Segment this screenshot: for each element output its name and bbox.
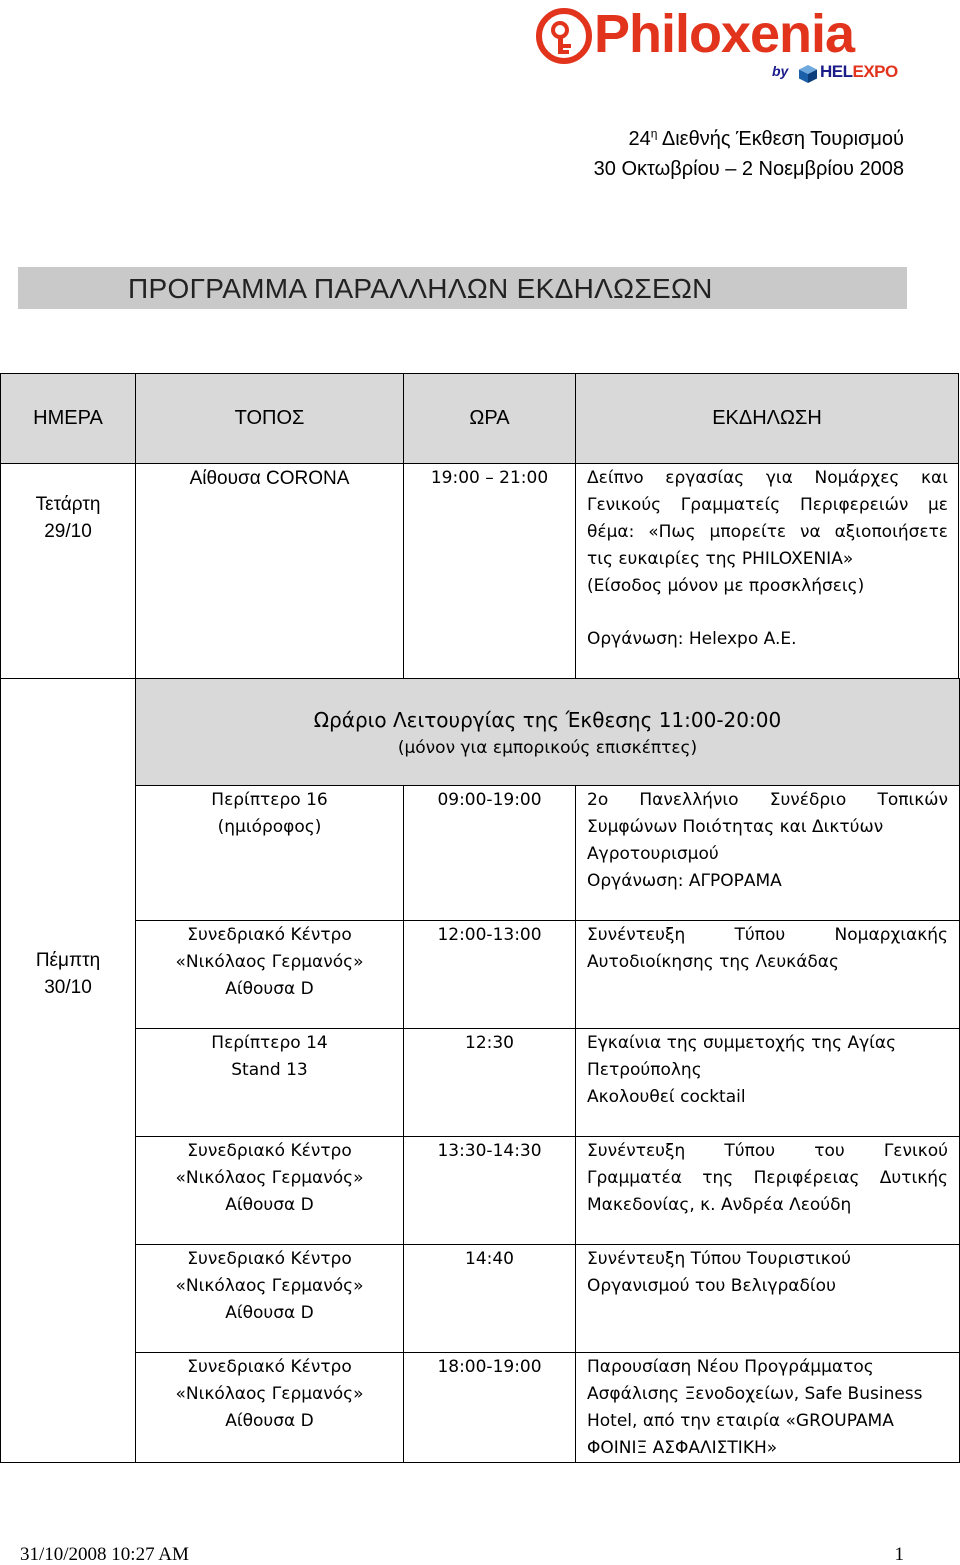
event-line: 2ο Πανελλήνιο Συνέδριο Τοπικών xyxy=(587,790,948,810)
print-timestamp: 31/10/2008 10:27 AM xyxy=(20,1544,189,1565)
event-line: Γενικούς Γραμματείς Περιφερειών με xyxy=(587,495,948,515)
page-number: 1 xyxy=(894,1544,904,1565)
time-text: 14:40 xyxy=(465,1249,514,1269)
opening-hours-note: (μόνον για εμπορικούς επισκέπτες) xyxy=(397,738,698,758)
event-line: Παρουσίαση Νέου Προγράμματος xyxy=(587,1357,874,1377)
time-text: 12:00-13:00 xyxy=(437,925,542,945)
event-line: θέμα: «Πως μπορείτε να αξιοποιήσετε xyxy=(587,522,948,542)
logo-helexpo: HELEXPO xyxy=(820,62,898,81)
event-line: Οργάνωση: ΑΓΡΟΡΑΜΑ xyxy=(587,871,782,891)
date-label: 30/10 xyxy=(44,977,92,998)
column-header-event: ΕΚΔΗΛΩΣΗ xyxy=(712,407,822,429)
day-cell-thursday xyxy=(0,678,136,1463)
place-text: Συνεδριακό Κέντρο xyxy=(187,1249,352,1269)
event-line: Συνέντευξη Τύπου του Γενικού xyxy=(587,1141,948,1161)
event-line: Οργανισμού του Βελιγραδίου xyxy=(587,1276,836,1296)
column-header-place: ΤΟΠΟΣ xyxy=(234,407,305,429)
event-line: ΦΟΙΝΙΞ ΑΣΦΑΛΙΣΤΙΚΗ» xyxy=(587,1438,778,1458)
day-label: Τετάρτη xyxy=(35,494,101,515)
event-line: Πετρούπολης xyxy=(587,1060,702,1080)
place-text: Αίθουσα CORONA xyxy=(189,468,350,489)
event-line: Δείπνο εργασίας για Νομάρχες και xyxy=(587,468,948,488)
date-label: 29/10 xyxy=(44,521,92,542)
opening-hours: Ωράριο Λειτουργίας της Έκθεσης 11:00-20:00 xyxy=(313,708,782,732)
place-text: Αίθουσα D xyxy=(225,1195,314,1215)
event-line: Αγροτουρισμού xyxy=(587,844,719,864)
column-header-time: ΩΡΑ xyxy=(469,407,510,429)
place-text: «Νικόλαος Γερμανός» xyxy=(175,1276,364,1296)
place-text: Stand 13 xyxy=(231,1060,308,1080)
event-organizer: Οργάνωση: Helexpo A.E. xyxy=(587,629,797,649)
time-text: 13:30-14:30 xyxy=(437,1141,542,1161)
place-text: Αίθουσα D xyxy=(225,1303,314,1323)
event-line: Ακολουθεί cocktail xyxy=(587,1087,746,1107)
place-text: Αίθουσα D xyxy=(225,979,314,999)
place-text: «Νικόλαος Γερμανός» xyxy=(175,952,364,972)
events-table xyxy=(0,373,960,1463)
place-text: Συνεδριακό Κέντρο xyxy=(187,925,352,945)
place-text: Περίπτερο 16 xyxy=(211,790,328,810)
event-line: Εγκαίνια της συμμετοχής της Αγίας xyxy=(587,1033,897,1053)
place-text: Αίθουσα D xyxy=(225,1411,314,1431)
event-line: Συμφώνων Ποιότητας και Δικτύων xyxy=(587,817,884,837)
logo-by: by xyxy=(772,63,789,79)
event-line: Συνέντευξη Τύπου Τουριστικού xyxy=(587,1249,851,1269)
time-text: 09:00-19:00 xyxy=(437,790,542,810)
event-line: Μακεδονίας, κ. Ανδρέα Λεούδη xyxy=(587,1195,852,1215)
exhibition-name: Διεθνής Έκθεση Τουρισμού xyxy=(657,128,904,150)
day-label: Πέμπτη xyxy=(35,950,101,971)
cube-icon xyxy=(798,64,818,84)
program-title: ΠΡΟΓΡΑΜΜΑ ΠΑΡΑΛΛΗΛΩΝ ΕΚΔΗΛΩΣΕΩΝ xyxy=(128,273,713,304)
program-banner xyxy=(18,267,907,309)
event-line: Hotel, από την εταιρία «GROUPAMA xyxy=(587,1411,894,1431)
edition-suffix: η xyxy=(650,126,658,141)
time-text: 19:00 – 21:00 xyxy=(430,468,549,488)
time-text: 18:00-19:00 xyxy=(437,1357,542,1377)
event-line: Αυτοδιοίκησης της Λευκάδας xyxy=(587,952,839,972)
philoxenia-logo xyxy=(536,6,908,84)
place-text: (ημιόροφος) xyxy=(217,817,322,837)
exhibition-dates: 30 Οκτωβρίου – 2 Νοεμβρίου 2008 xyxy=(593,158,904,180)
place-text: «Νικόλαος Γερμανός» xyxy=(175,1384,364,1404)
edition-number: 24 xyxy=(628,128,651,150)
event-line: τις ευκαιρίες της PHILOXENIA» xyxy=(587,549,854,569)
place-cell-row1 xyxy=(135,463,404,679)
event-line: Ασφάλισης Ξενοδοχείων, Safe Business xyxy=(587,1384,923,1404)
time-cell-row1 xyxy=(403,463,576,679)
event-line: (Είσοδος μόνον με προσκλήσεις) xyxy=(587,576,865,596)
time-text: 12:30 xyxy=(465,1033,514,1053)
place-text: Περίπτερο 14 xyxy=(211,1033,328,1053)
column-header-day: ΗΜΕΡΑ xyxy=(33,407,103,429)
place-text: Συνεδριακό Κέντρο xyxy=(187,1357,352,1377)
place-text: «Νικόλαος Γερμανός» xyxy=(175,1168,364,1188)
event-line: Γραμματέα της Περιφέρειας Δυτικής xyxy=(587,1168,948,1188)
logo-wordmark: Philoxenia xyxy=(594,4,855,64)
exhibition-title xyxy=(628,128,904,151)
key-logo-icon xyxy=(536,8,592,64)
event-line: Συνέντευξη Τύπου Νομαρχιακής xyxy=(587,925,948,945)
place-text: Συνεδριακό Κέντρο xyxy=(187,1141,352,1161)
